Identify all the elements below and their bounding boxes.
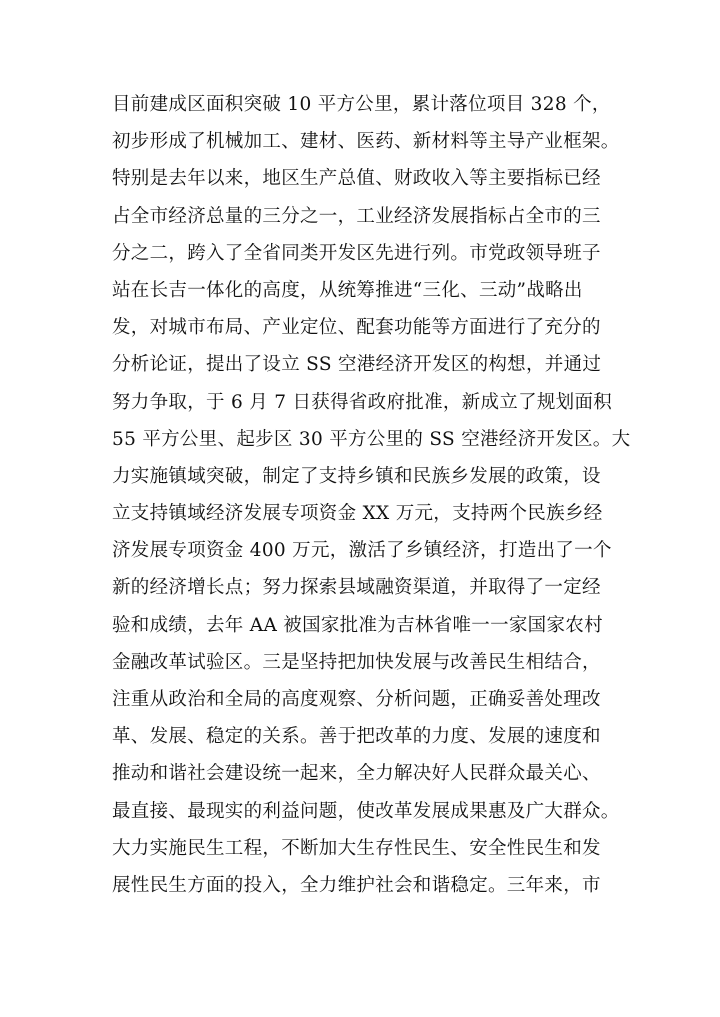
text-line: 55 平方公里、起步区 30 平方公里的 SS 空港经济开发区。大 [112,428,631,450]
text-line: 推动和谐社会建设统一起来，全力解决好人民群众最关心、 [112,763,601,785]
text-line: 发，对城市布局、产业定位、配套功能等方面进行了充分的 [112,317,601,339]
text-line: 济发展专项资金 400 万元，激活了乡镇经济，打造出了一个 [112,540,612,562]
text-line: 努力争取，于 6 月 7 日获得省政府批准，新成立了规划面积 [112,391,613,413]
text-line: 初步形成了机械加工、建材、医药、新材料等主导产业框架。 [112,131,620,153]
text-line: 分之二，跨入了全省同类开发区先进行列。市党政领导班子 [112,242,601,264]
text-line: 目前建成区面积突破 10 平方公里，累计落位项目 328 个， [112,94,611,115]
text-line: 站在长吉一体化的高度，从统筹推进“三化、三动”战略出 [112,279,583,301]
text-line: 展性民生方面的投入，全力维护社会和谐稳定。三年来，市 [112,874,601,896]
text-line: 革、发展、稳定的关系。善于把改革的力度、发展的速度和 [112,726,601,748]
text-line: 占全市经济总量的三分之一，工业经济发展指标占全市的三 [112,205,601,227]
text-line: 分析论证，提出了设立 SS 空港经济开发区的构想，并通过 [112,354,602,376]
text-line: 大力实施民生工程，不断加大生存性民生、安全性民生和发 [112,837,601,859]
text-line: 力实施镇域突破，制定了支持乡镇和民族乡发展的政策，设 [112,465,601,487]
text-line: 新的经济增长点；努力探索县域融资渠道，并取得了一定经 [112,577,601,599]
text-line: 验和成绩，去年 AA 被国家批准为吉林省唯一一家国家农村 [112,614,603,636]
text-line: 金融改革试验区。三是坚持把加快发展与改善民生相结合， [112,651,601,673]
text-line: 注重从政治和全局的高度观察、分析问题，正确妥善处理改 [112,689,601,710]
text-line: 最直接、最现实的利益问题，使改革发展成果惠及广大群众。 [112,800,620,822]
text-line: 特别是去年以来，地区生产总值、财政收入等主要指标已经 [112,168,601,190]
text-line: 立支持镇域经济发展专项资金 XX 万元，支持两个民族乡经 [112,503,603,525]
body-text [112,86,631,904]
